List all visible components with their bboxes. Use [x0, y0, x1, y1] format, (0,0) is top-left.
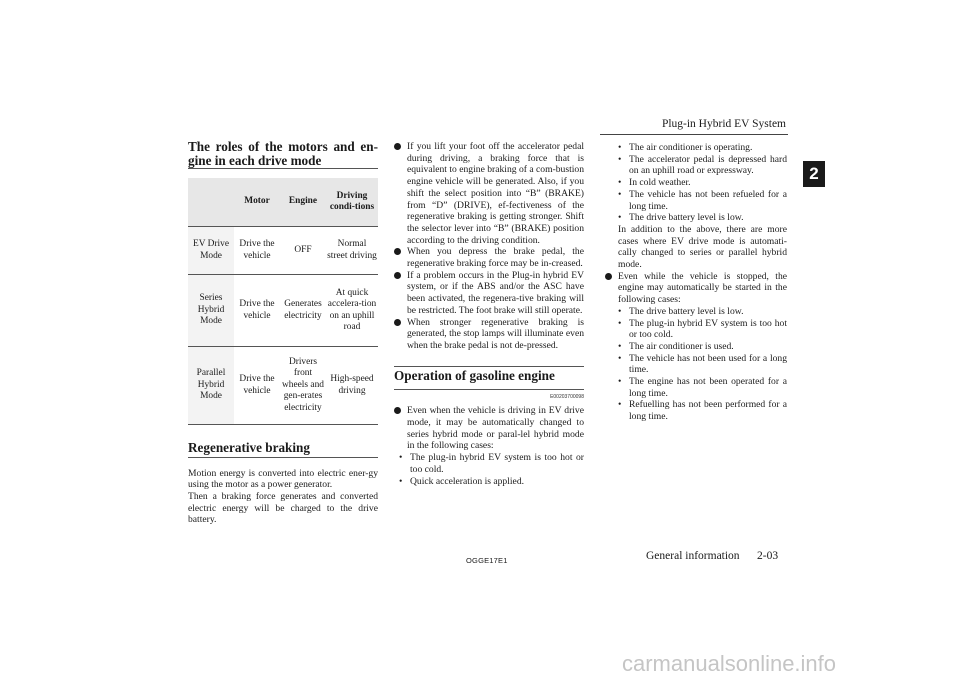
column-1: [188, 140, 378, 526]
sub-list-item: • The air conditioner is used.: [618, 340, 734, 352]
table-row: [188, 227, 378, 275]
table-header-cell: Engine: [280, 178, 326, 227]
document-code: OGGE17E1: [466, 556, 508, 565]
chapter-tab: 2: [803, 161, 825, 187]
list-item: When you depress the brake pedal, the regenerative braking force may be in-creased.: [394, 246, 584, 269]
table-row: [188, 275, 378, 347]
sub-list-item: • The accelerator pedal is depressed hard on an uphill road or expressway.: [618, 153, 787, 177]
sub-list-item: • The vehicle has not been used for a long time.: [618, 352, 787, 376]
bullet-icon: [605, 273, 612, 280]
running-header-title: Plug-in Hybrid EV System: [661, 118, 786, 130]
table-cell: Drive the vehicle: [234, 347, 280, 425]
section-title-gasoline: Operation of gasoline engine: [394, 367, 555, 383]
table-cell: Drive the vehicle: [234, 275, 280, 347]
sub-list: [613, 306, 787, 423]
list-item: Even when the vehicle is driving in EV drive mode, it may be automatically changed to series hybrid mode or paral-lel hybrid mode in the following cases: • The plug-in hybrid EV system is too hot or too cold. • Quick acceleration is applied.: [394, 405, 584, 487]
header-rule: [600, 134, 788, 135]
gasoline-bullet-list-2: [605, 271, 787, 423]
table-header-row: [188, 178, 378, 227]
sub-list-item: • The drive battery level is low.: [618, 305, 744, 317]
column-2: [394, 141, 584, 487]
table-cell: Generates electricity: [280, 275, 326, 347]
drive-mode-table: [188, 178, 378, 425]
sub-list-item: • The drive battery level is low.: [618, 212, 744, 224]
gasoline-heading-box: [394, 366, 584, 390]
column-3: [605, 142, 787, 423]
regen-paragraph: Motion energy is converted into electric ener-gy using the motor as a power generator.: [188, 467, 378, 491]
section-rule: [188, 457, 378, 458]
bullet-icon: [394, 319, 401, 326]
sub-list-item: • The vehicle has not been refueled for a long time.: [618, 188, 787, 212]
section-title-roles: [188, 140, 378, 167]
sub-list-continued: [613, 142, 787, 224]
bullet-icon: [394, 143, 401, 150]
table-header-cell: Motor: [234, 178, 280, 227]
footer-section: General information: [646, 550, 740, 562]
regen-paragraph: Then a braking force generates and converted electric energy will be charged to the drive battery.: [188, 490, 378, 526]
gasoline-bullet-list: [394, 405, 584, 487]
table-cell: Drivers front wheels and gen-erates electricity: [280, 347, 326, 425]
bullet-icon: [394, 272, 401, 279]
page-number: 2-03: [757, 550, 779, 562]
watermark: carmanualsonline.info: [622, 651, 837, 676]
sub-list-item: • Quick acceleration is applied.: [399, 475, 525, 487]
bullet-icon: [394, 407, 401, 414]
table-cell: OFF: [280, 227, 326, 275]
table-cell: Normal street driving: [326, 227, 378, 275]
sub-list-item: • Refuelling has not been performed for a long time.: [618, 399, 787, 423]
regen-bullet-list: [394, 141, 584, 352]
table-header-cell: [188, 178, 234, 227]
sub-list-item: • In cold weather.: [618, 177, 691, 189]
table-header-cell: Driving condi-tions: [326, 178, 378, 227]
table-cell: Drive the vehicle: [234, 227, 280, 275]
section-title-regen: Regenerative braking: [188, 440, 310, 455]
gasoline-paragraph: In addition to the above, there are more cases where EV drive mode is automati-cally changed to series or parallel hybrid mode.: [618, 223, 787, 271]
list-item: If a problem occurs in the Plug-in hybrid EV system, or if the ABS and/or the ASC have been activated, the regenera-tive braking will be restricted. The foot brake will still operate.: [394, 270, 584, 317]
bullet-icon: [394, 248, 401, 255]
section-rule: [188, 168, 378, 169]
list-item: If you lift your foot off the accelerator pedal during driving, a braking force that is equivalent to engine braking of a com-bustion engine vehicle will be generated. Also, if you shift the select position into “B” (BRAKE) from “D” (DRIVE), ef-fectiveness of the regenerative braking is getting stronger. Shift the selector lever into “B” (BRAKE) position according to the driving condition.: [394, 141, 584, 246]
table-cell: At quick accelera-tion on an uphill road: [326, 275, 378, 347]
table-row: [188, 347, 378, 425]
list-item: Even while the vehicle is stopped, the engine may automatically be started in the following cases: • The drive battery level is low. • The plug-in hybrid EV system is too hot or too cold. • The air conditioner is used. • The vehicle has not been used for a long time. • The engine has not been operated for a long time. • Refuelling has not been performed for a long time.: [605, 271, 787, 423]
sub-list: [394, 452, 584, 487]
table-cell: High-speed driving: [326, 347, 378, 425]
section-title-roles-line2: gine in each drive mode: [188, 152, 322, 168]
sub-list-item: • The plug-in hybrid EV system is too hot or too cold.: [618, 317, 787, 341]
table-cell: EV Drive Mode: [188, 227, 234, 275]
table-cell: Series Hybrid Mode: [188, 275, 234, 347]
sub-list-item: • The air conditioner is operating.: [618, 142, 753, 153]
table-cell: Parallel Hybrid Mode: [188, 347, 234, 425]
section-title-roles-line1: The roles of the motors and en-: [188, 139, 378, 154]
sub-list-item: • The engine has not been operated for a long time.: [618, 376, 787, 399]
sub-list-item: • The plug-in hybrid EV system is too hot or too cold.: [399, 452, 584, 475]
list-item: When stronger regenerative braking is generated, the stop lamps will illuminate even when the brake pedal is not de-pressed.: [394, 317, 584, 352]
reference-code: E00203700098: [550, 393, 584, 400]
